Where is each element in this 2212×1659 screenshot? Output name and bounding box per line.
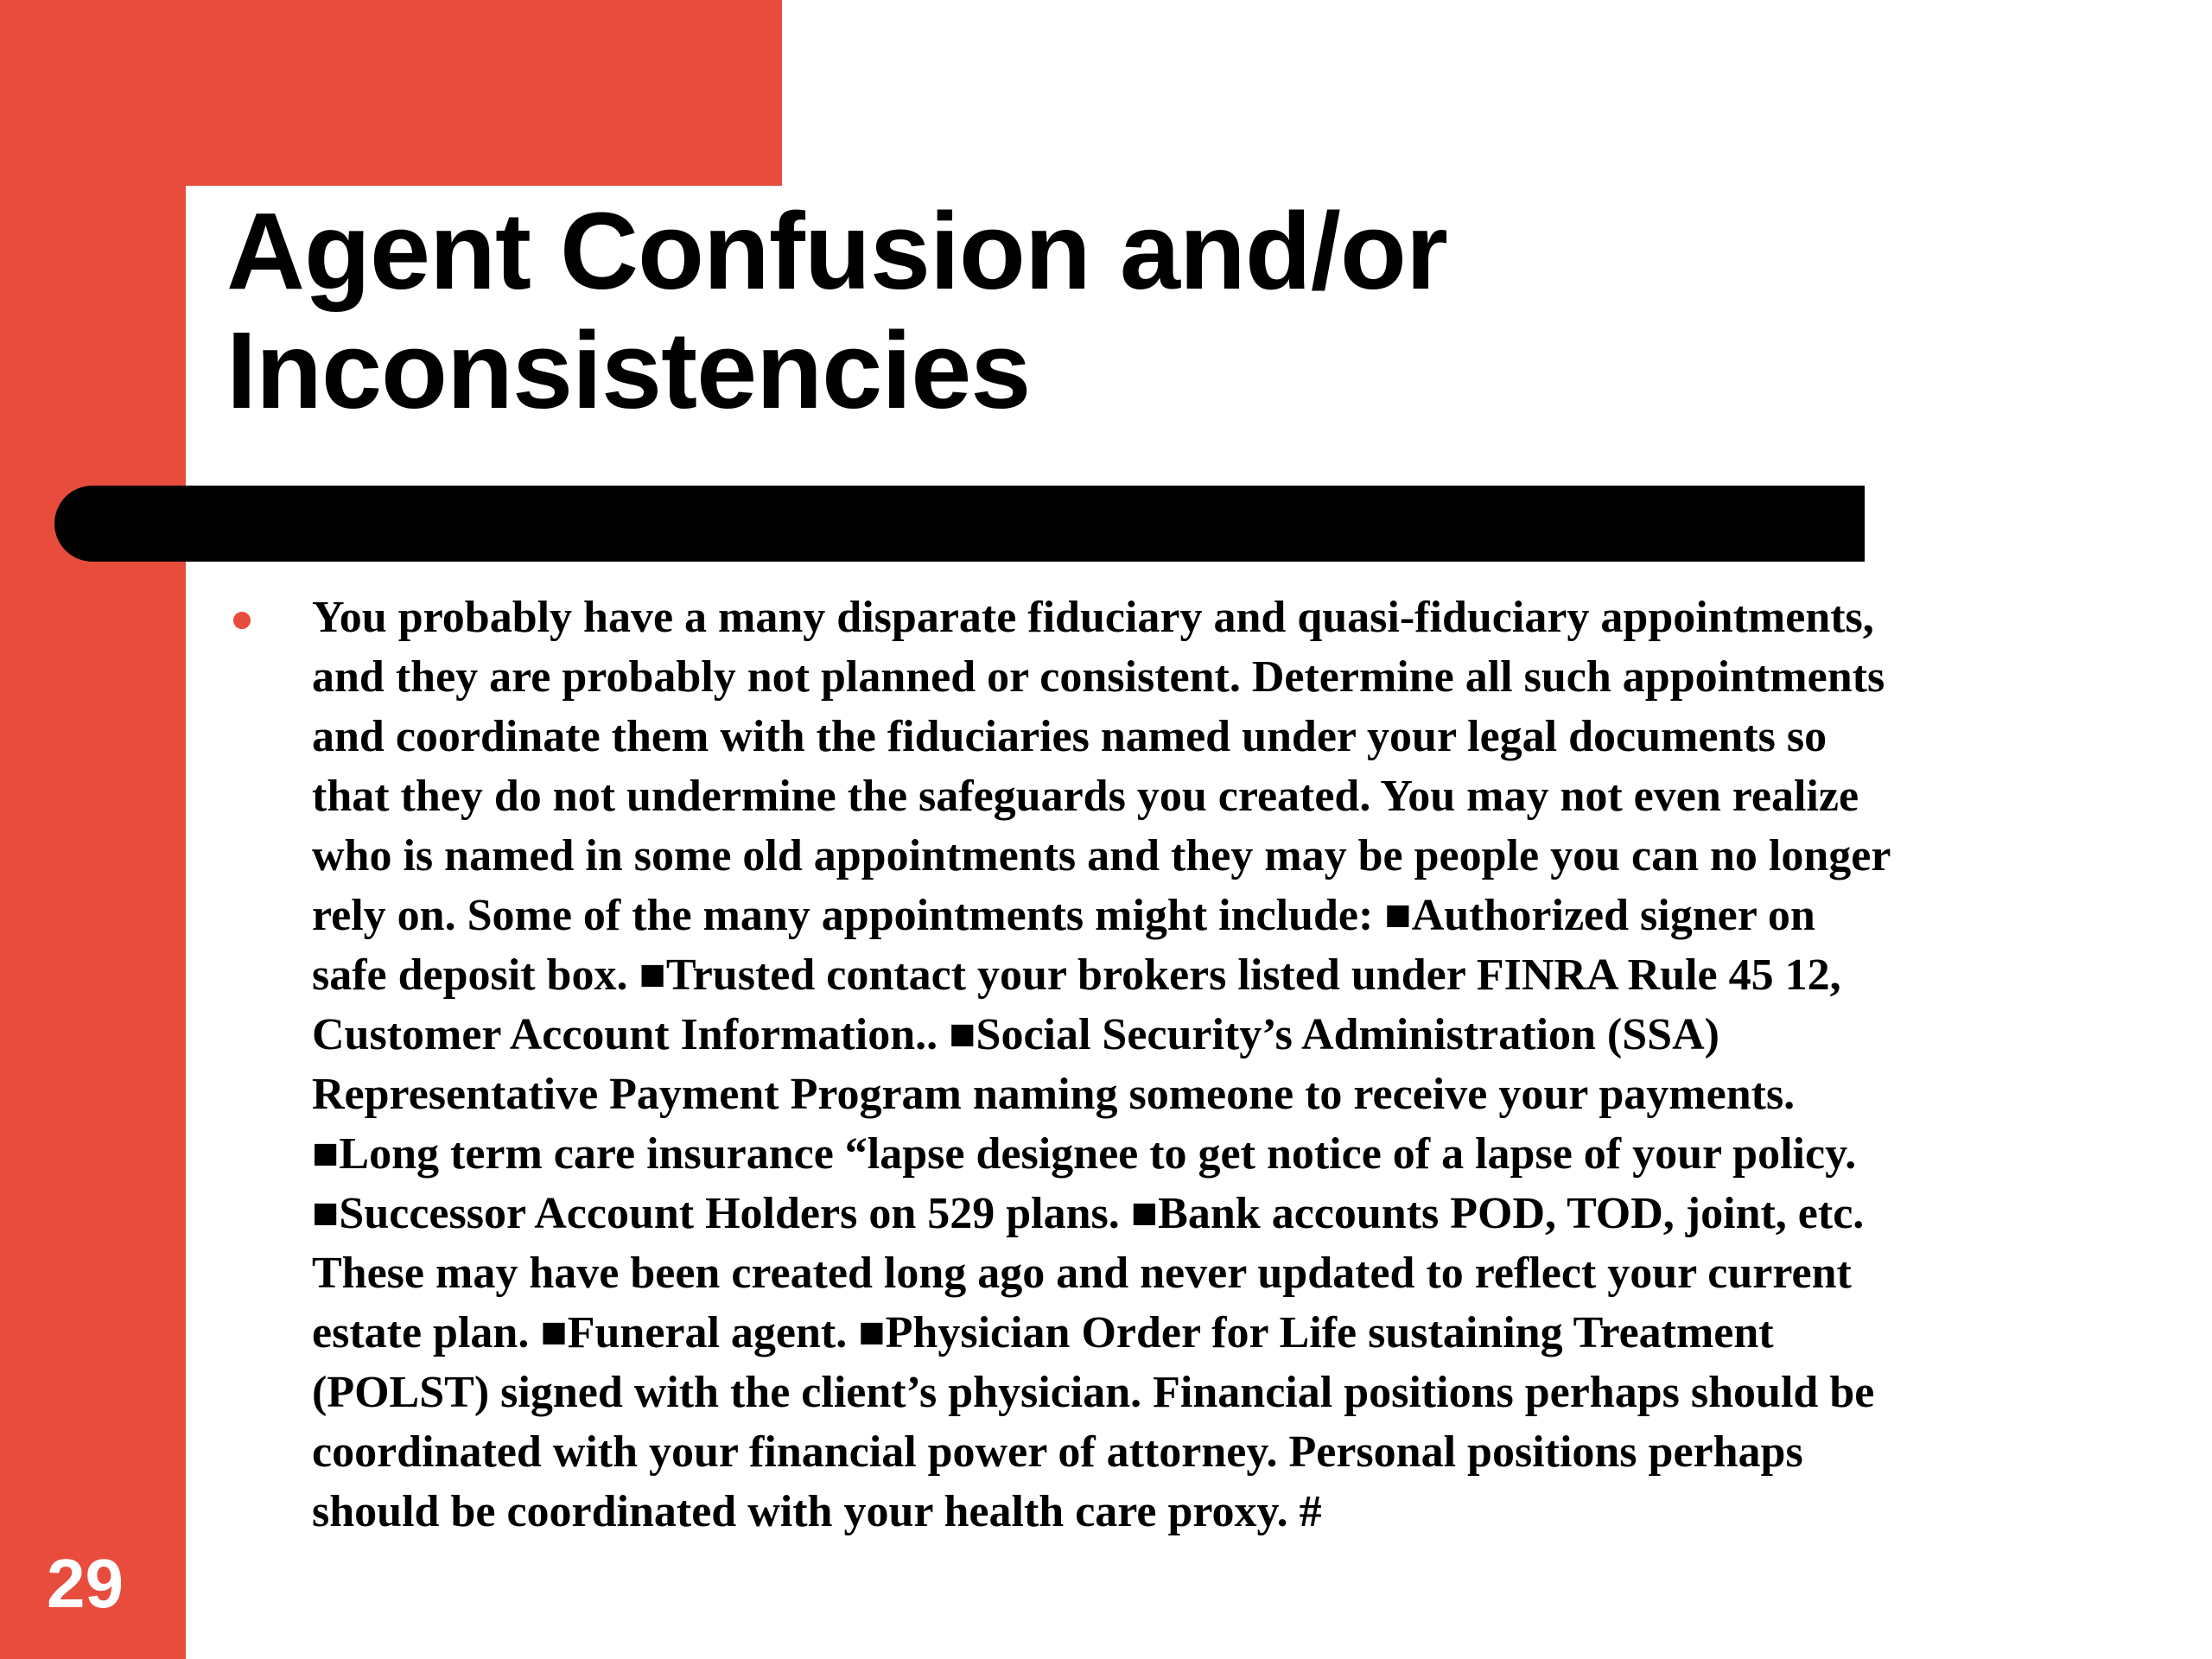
red-accent-block (0, 0, 782, 186)
bullet-text-line: that they do not undermine the safeguards you created. You may not even realize (312, 772, 1859, 821)
title-divider-bar (54, 486, 1865, 562)
bullet-text-line: should be coordinated with your health care proxy. # (312, 1487, 1322, 1536)
bullet-text-line: ■Long term care insurance “lapse designee to get notice of a lapse of your policy. (312, 1129, 1857, 1179)
bullet-text-line: Customer Account Information.. ■Social Security’s Administration (SSA) (312, 1010, 1719, 1059)
red-accent-column (0, 0, 186, 1659)
bullet-text-line: and they are probably not planned or consistent. Determine all such appointments (312, 652, 1885, 702)
bullet-text-line: ■Successor Account Holders on 529 plans. ■Bank accounts POD, TOD, joint, etc. (312, 1189, 1865, 1238)
bullet-text-line: rely on. Some of the many appointments might include: ■Authorized signer on (312, 891, 1815, 940)
bullet-text-line: Representative Payment Program naming someone to receive your payments. (312, 1070, 1796, 1119)
slide-title-line-1: Agent Confusion and/or (226, 190, 1447, 312)
bullet-text-line: estate plan. ■Funeral agent. ■Physician Order for Life sustaining Treatment (312, 1308, 1774, 1357)
bullet-text-line: who is named in some old appointments and they may be people you can no longer (312, 831, 1891, 880)
bullet-text-line: You probably have a many disparate fiduciary and quasi-fiduciary appointments, (312, 593, 1874, 642)
bullet-text-line: coordinated with your financial power of attorney. Personal positions perhaps (312, 1427, 1803, 1477)
bullet-text-line: These may have been created long ago and never updated to reflect your current (312, 1249, 1852, 1298)
bullet-dot-icon (233, 612, 251, 629)
bullet-text-line: and coordinate them with the fiduciaries named under your legal documents so (312, 712, 1827, 761)
page-number: 29 (47, 1545, 124, 1622)
slide-title-line-2: Inconsistencies (226, 309, 1031, 431)
bullet-text-line: (POLST) signed with the client’s physician. Financial positions perhaps should be (312, 1368, 1875, 1417)
bullet-text-line: safe deposit box. ■Trusted contact your brokers listed under FINRA Rule 45 12, (312, 950, 1841, 1000)
slide-title (226, 192, 1868, 430)
bullet-text (312, 588, 2088, 1541)
